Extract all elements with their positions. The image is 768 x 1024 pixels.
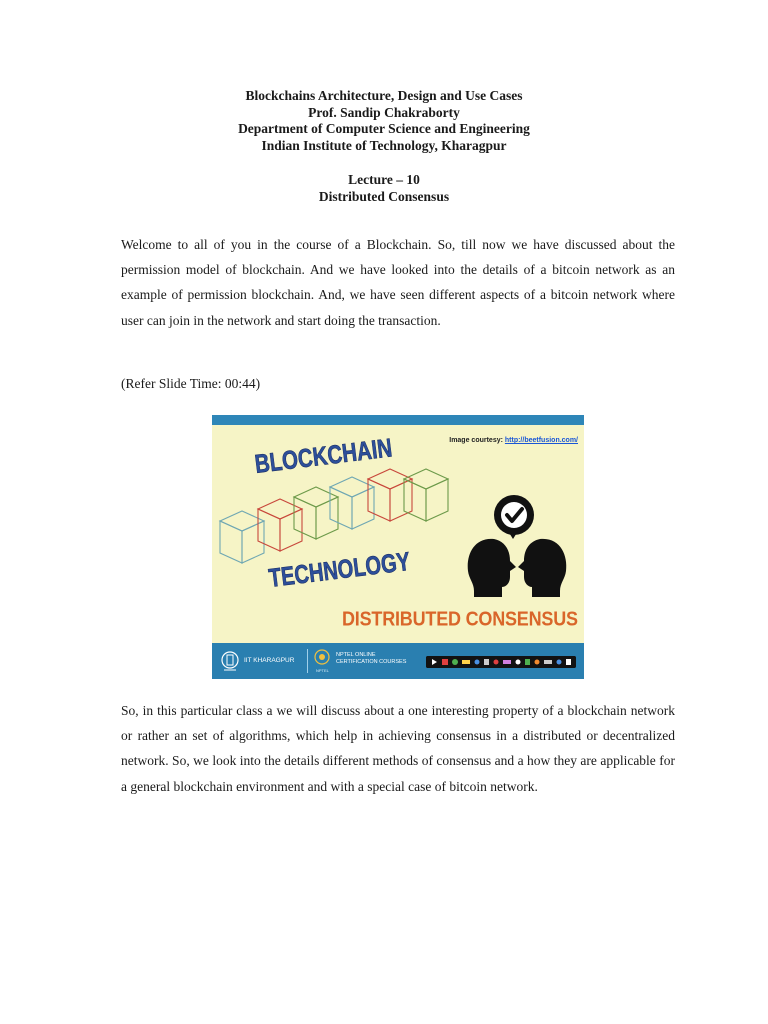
speech-bubble-check-icon	[494, 495, 534, 539]
image-credit-label: Image courtesy:	[449, 437, 505, 444]
lecture-heading	[0, 172, 768, 205]
cube-chain-icon	[220, 469, 448, 563]
two-heads-icon	[468, 539, 567, 597]
footer-nptel-sub: NPTEL	[316, 668, 329, 673]
document-header	[0, 88, 768, 154]
footer-divider	[307, 649, 308, 673]
nptel-logo-icon	[314, 649, 330, 665]
department-name: Department of Computer Science and Engineering	[238, 121, 530, 136]
paragraph-consensus: So, in this particular class a we will discuss about a one interesting property of a blockchain network or rather an set of algorithms, which help in achieving consensus in a distributed or decentralized network. So, we look into the details different methods of consensus and a how they are applicable for a general blockchain environment and with a special case of bitcoin network.	[121, 703, 675, 794]
course-title: Blockchains Architecture, Design and Use Cases	[245, 88, 523, 103]
footer-nptel-line1: NPTEL ONLINE	[336, 652, 376, 658]
footer-nptel-label	[336, 652, 406, 666]
institute-name: Indian Institute of Technology, Kharagpur	[261, 137, 507, 153]
footer-nptel-line2: CERTIFICATION COURSES	[336, 659, 407, 665]
blockchain-word: BLOCKCHAIN	[253, 427, 431, 479]
footer-institute-label: IIT KHARAGPUR	[244, 657, 295, 664]
player-toolbar-icon[interactable]	[426, 656, 576, 668]
slide-image	[212, 415, 584, 679]
slide-footer-bar	[212, 643, 584, 679]
refer-slide-time: (Refer Slide Time: 00:44)	[121, 376, 261, 391]
iit-logo-icon	[220, 649, 240, 673]
paragraph-intro: Welcome to all of you in the course of a Blockchain. So, till now we have discussed about the permission model of blockchain. And we have looked into the details of a bitcoin network as an example of permission blockchain. And, we have seen different aspects of a bitcoin network where user can join in the network and start doing the transaction.	[121, 237, 675, 328]
lecture-title: Distributed Consensus	[318, 188, 450, 204]
slide-headline: DISTRIBUTED CONSENSUS	[342, 607, 578, 630]
technology-word: TECHNOLOGY	[267, 540, 453, 593]
professor-name: Prof. Sandip Chakraborty	[308, 104, 460, 120]
image-credit-link[interactable]: http://beetfusion.com/	[504, 437, 578, 444]
lecture-number: Lecture – 10	[348, 172, 420, 187]
